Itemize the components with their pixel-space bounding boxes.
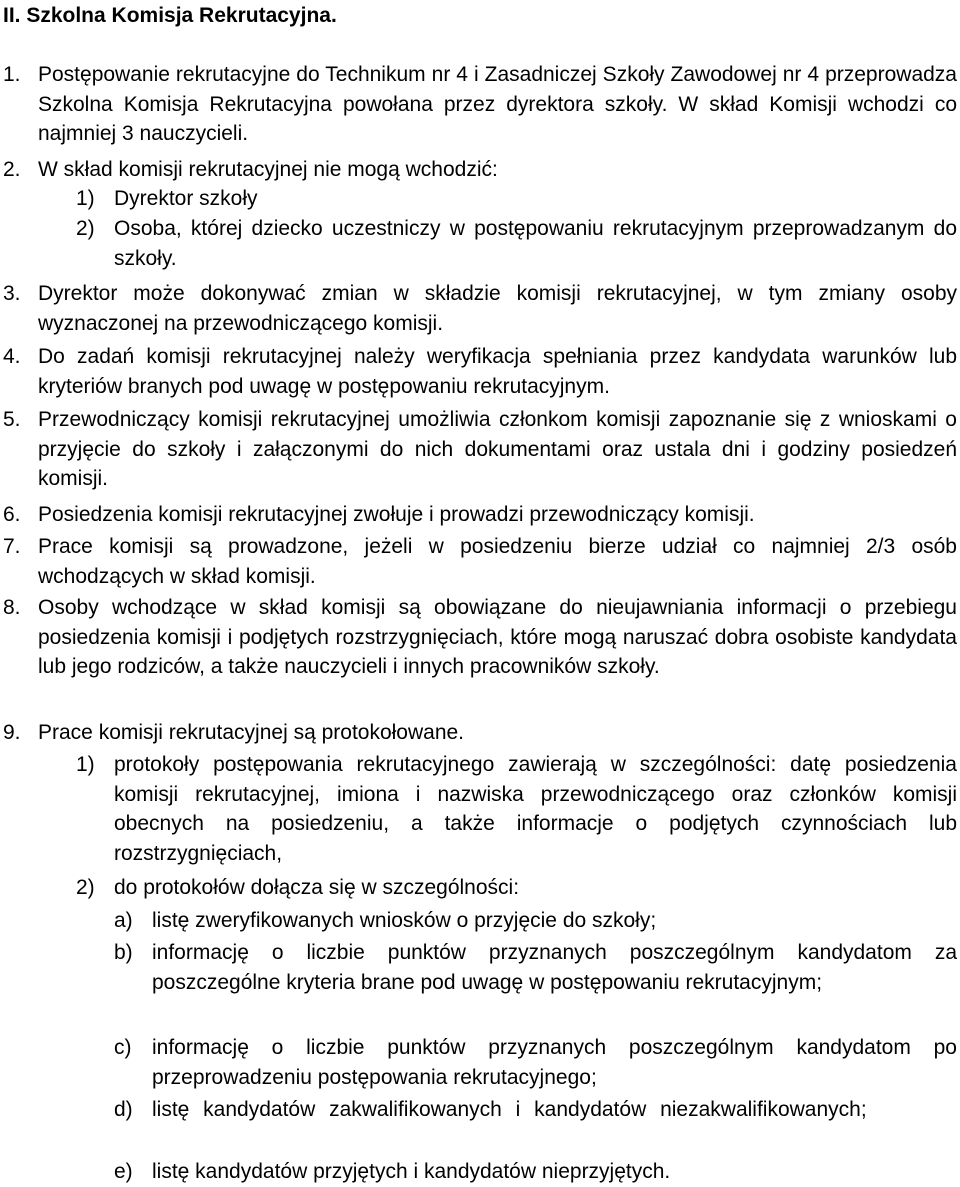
item-text: Postępowanie rekrutacyjne do Technikum nr 4 i Zasadniczej Szkoły Zawodowej nr 4 przeprowadza Szkolna Komisja Rekrutacyjna powołana przez dyrektora szkoły. W skład Komisji wchodzi co najmniej 3 nauczycieli. <box>38 63 957 145</box>
item-number: 1. <box>3 63 21 86</box>
item-text: Prace komisji rekrutacyjnej są protokołowane. <box>38 721 465 744</box>
list-item <box>114 938 957 997</box>
item-number: 8. <box>3 596 21 619</box>
list-item <box>114 1157 957 1187</box>
list-item <box>76 750 957 868</box>
item-text: Osoba, której dziecko uczestniczy w postępowaniu rekrutacyjnym przeprowadzanym do szkoły. <box>114 217 957 270</box>
item-text: Osoby wchodzące w skład komisji są obowiązane do nieujawniania informacji o przebiegu posiedzenia komisji i podjętych rozstrzygnięciach, które mogą naruszać dobra osobiste kandydata lub jego rodziców, a także nauczycieli i innych pracowników szkoły. <box>38 596 957 678</box>
item-text: W skład komisji rekrutacyjnej nie mogą wchodzić: <box>38 158 498 181</box>
list-item <box>76 214 957 273</box>
section-heading: II. Szkolna Komisja Rekrutacyjna. <box>3 4 337 27</box>
list-item <box>3 155 957 185</box>
item-number: 2) <box>76 217 95 240</box>
item-text: Dyrektor może dokonywać zmian w składzie komisji rekrutacyjnej, w tym zmiany osoby wyznaczonej na przewodniczącego komisji. <box>38 282 957 335</box>
list-item <box>76 184 957 214</box>
item-number: 9. <box>3 721 21 744</box>
item-number: 3. <box>3 282 21 305</box>
item-number: 1) <box>76 187 95 210</box>
item-text: Przewodniczący komisji rekrutacyjnej umożliwia członkom komisji zapoznanie się z wnioskami o przyjęcie do szkoły i załączonymi do nich dokumentami oraz ustala dni i godziny posiedzeń komisji. <box>38 408 957 490</box>
list-item <box>3 405 957 494</box>
item-text: informację o liczbie punktów przyznanych poszczególnym kandydatom po przeprowadzeniu postępowania rekrutacyjnego; <box>152 1036 957 1089</box>
list-item <box>3 718 957 748</box>
item-number: a) <box>114 909 133 932</box>
list-item <box>3 342 957 401</box>
list-item <box>76 873 957 903</box>
item-number: e) <box>114 1160 133 1183</box>
item-number: 5. <box>3 408 21 431</box>
item-number: c) <box>114 1036 132 1059</box>
item-number: 1) <box>76 753 95 776</box>
item-text: listę zweryfikowanych wniosków o przyjęcie do szkoły; <box>152 909 657 932</box>
item-number: d) <box>114 1098 133 1121</box>
item-number: 2) <box>76 876 95 899</box>
item-text: protokoły postępowania rekrutacyjnego zawierają w szczególności: datę posiedzenia komisji rekrutacyjnej, imiona i nazwiska przewodniczącego oraz członków komisji obecnych na posiedzeniu, a także informacje o podjętych czynnościach lub rozstrzygnięciach, <box>114 753 957 865</box>
item-text: Posiedzenia komisji rekrutacyjnej zwołuje i prowadzi przewodniczący komisji. <box>38 503 755 526</box>
list-item <box>3 279 957 338</box>
item-number: 2. <box>3 158 21 181</box>
item-text: informację o liczbie punktów przyznanych poszczególnym kandydatom za poszczególne kryteria brane pod uwagę w postępowaniu rekrutacyjnym; <box>152 941 957 994</box>
item-number: 6. <box>3 503 21 526</box>
item-text: listę kandydatów zakwalifikowanych i kandydatów niezakwalifikowanych; <box>152 1098 867 1121</box>
list-item <box>3 593 957 682</box>
list-item <box>114 1095 957 1125</box>
list-item <box>3 532 957 591</box>
list-item <box>3 60 957 149</box>
item-number: 7. <box>3 535 21 558</box>
item-text: Do zadań komisji rekrutacyjnej należy weryfikacja spełniania przez kandydata warunków lub kryteriów branych pod uwagę w postępowaniu rekrutacyjnym. <box>38 345 957 398</box>
item-text: do protokołów dołącza się w szczególności: <box>114 876 520 899</box>
list-item <box>114 906 957 936</box>
list-item <box>3 500 957 530</box>
item-text: Prace komisji są prowadzone, jeżeli w posiedzeniu bierze udział co najmniej 2/3 osób wchodzących w skład komisji. <box>38 535 957 588</box>
item-number: b) <box>114 941 133 964</box>
item-number: 4. <box>3 345 21 368</box>
item-text: listę kandydatów przyjętych i kandydatów nieprzyjętych. <box>152 1160 671 1183</box>
item-text: Dyrektor szkoły <box>114 187 258 210</box>
list-item <box>114 1033 957 1092</box>
